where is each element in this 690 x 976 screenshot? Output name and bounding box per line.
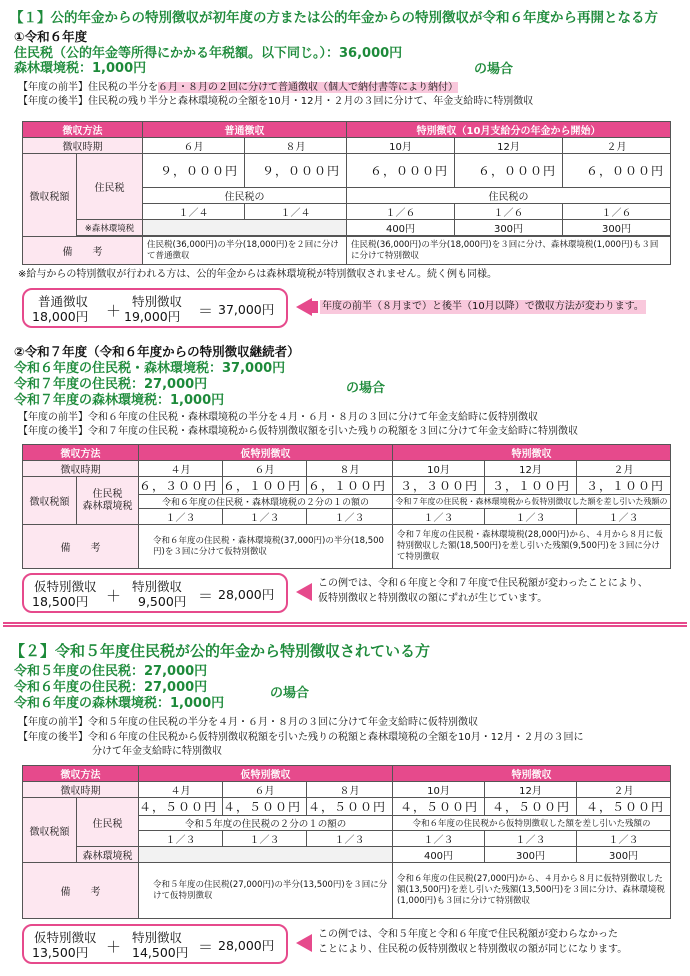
amount-cell: ９，０００円: [245, 154, 347, 188]
section2-note-first: 【年度の前半】令和６年度の住民税・森林環境税の半分を４月・６月・８月の３回に分けて年金支給時に仮特別徴収: [18, 412, 538, 423]
sum-b-value: 14,500円: [132, 945, 189, 960]
remark-special: 令和７年度の住民税・森林環境税(28,000円)から、４月から８月に仮特別徴収した額(18,500円)を差し引いた残額(9,500円)を３回に分けて特別徴収: [393, 525, 671, 569]
sum-b-value: 9,500円: [138, 594, 187, 609]
month-cell: ８月: [307, 782, 393, 798]
sum-a-label: 仮特別徴収: [34, 930, 97, 945]
arrow-left-icon: [296, 934, 312, 952]
section1-tax1: 住民税（公的年金等所得にかかる年税額。以下同じ。）：36,000円: [14, 46, 403, 61]
section2-tax2: 令和７年度の住民税：27,000円: [14, 377, 208, 392]
table-header-special: 特別徴収: [393, 445, 671, 461]
month-cell: ８月: [245, 138, 347, 154]
row-label-remarks: 備 考: [23, 863, 139, 919]
fraction-label: 令和６年度の住民税・森林環境税の２分の１の額の: [139, 495, 393, 509]
section2-case-label: の場合: [346, 381, 386, 396]
fraction-cell: １／６: [455, 204, 563, 220]
section3-summary-box: [22, 924, 288, 964]
arrow-shaft: [312, 301, 318, 313]
sum-plus: ＋: [106, 938, 122, 956]
fraction-cell: １／３: [485, 831, 577, 847]
row-label-period: 徴収時期: [23, 461, 139, 477]
forest-cell: 300円: [455, 220, 563, 236]
section1-summary-box: [22, 288, 288, 328]
section2-tax1: 令和６年度の住民税・森林環境税：37,000円: [14, 361, 286, 376]
amount-cell: ６，０００円: [347, 154, 455, 188]
month-cell: ４月: [139, 461, 223, 477]
sum-a-value: 18,500円: [32, 594, 89, 609]
table-header-method: 徴収方法: [23, 445, 139, 461]
table-header-method: 徴収方法: [23, 766, 139, 782]
month-cell: 10月: [393, 461, 485, 477]
row-label-period: 徴収時期: [23, 138, 143, 154]
amount-cell: ９，０００円: [143, 154, 245, 188]
sum-total: 37,000円: [218, 302, 275, 317]
row-label-remarks: 備 考: [23, 525, 139, 569]
sum-total: 28,000円: [218, 587, 275, 602]
table-header-method: 徴収方法: [23, 122, 143, 138]
sum-a-value: 18,000円: [32, 309, 89, 324]
sum-plus: ＋: [106, 302, 122, 320]
forest-cell: 300円: [563, 220, 671, 236]
amount-cell: ４，５００円: [577, 798, 671, 816]
amount-cell: ６，０００円: [563, 154, 671, 188]
remark-special: 令和６年度の住民税(27,000円)から、４月から８月に仮特別徴収した額(13,500円)を差し引いた残額(13,500円)を３回に分け、森林環境税(1,000円)も３回に分けて特別徴収: [393, 863, 671, 919]
amount-cell: ６，１００円: [223, 477, 307, 495]
sum-b-label: 特別徴収: [132, 579, 183, 594]
amount-cell: ６，０００円: [455, 154, 563, 188]
section3-title: 【２】令和５年度住民税が公的年金から特別徴収されている方: [10, 642, 431, 660]
sum-a-label: 仮特別徴収: [34, 579, 97, 594]
section-divider: [3, 622, 687, 627]
fraction-cell: １／３: [393, 831, 485, 847]
fraction-cell: １／３: [223, 509, 307, 525]
fraction-label: 令和６年度の住民税から仮特別徴収した額を差し引いた残額の: [393, 816, 671, 831]
sum-b-label: 特別徴収: [132, 930, 183, 945]
row-label-forest: 森林環境税: [77, 847, 139, 863]
fraction-cell: １／４: [143, 204, 245, 220]
fraction-cell: １／３: [307, 831, 393, 847]
section3-note-first: 【年度の前半】令和５年度の住民税の半分を４月・６月・８月の３回に分けて年金支給時に仮特別徴収: [18, 717, 478, 728]
row-label-remarks: 備 考: [23, 237, 143, 265]
row-label-forest: ※森林環境税: [77, 220, 143, 236]
section3-case-label: の場合: [270, 686, 310, 701]
sum-equals: ＝: [198, 938, 214, 956]
section1-title: 【１】公的年金からの特別徴収が初年度の方または公的年金からの特別徴収が令和６年度から再開となる方: [10, 10, 658, 26]
section1-callout: 年度の前半（８月まで）と後半（10月以降）で徴収方法が変わります。: [322, 301, 644, 312]
amount-cell: ４，５００円: [393, 798, 485, 816]
section3-note-second: 【年度の後半】令和６年度の住民税から仮特別徴収税額を引いた残りの税額と森林環境税の全額を10月・12月・２月の３回に: [18, 732, 584, 743]
fraction-cell: １／６: [347, 204, 455, 220]
remark-normal: 住民税(36,000円)の半分(18,000円)を２回に分けて普通徴収: [143, 237, 347, 265]
month-cell: 10月: [393, 782, 485, 798]
fraction-cell: １／３: [139, 831, 223, 847]
sum-plus: ＋: [106, 587, 122, 605]
section3-note-second-cont: 分けて年金支給時に特別徴収: [92, 746, 222, 757]
amount-cell: ３，３００円: [393, 477, 485, 495]
forest-cell: 300円: [577, 847, 671, 863]
month-cell: ６月: [223, 782, 307, 798]
month-cell: ２月: [563, 138, 671, 154]
row-label-resident: 住民税: [77, 798, 139, 847]
fraction-cell: １／３: [577, 831, 671, 847]
row-label-amount: 徴収税額: [23, 477, 77, 525]
fraction-label: 令和７年度の住民税・森林環境税から仮特別徴収した額を差し引いた残額の: [393, 495, 671, 509]
month-cell: 12月: [485, 461, 577, 477]
fraction-cell: １／３: [139, 509, 223, 525]
fraction-label: 令和５年度の住民税の２分の１の額の: [139, 816, 393, 831]
sum-b-label: 特別徴収: [132, 294, 183, 309]
section3-tax2: 令和６年度の住民税：27,000円: [14, 680, 208, 695]
section1-note-first: 【年度の前半】住民税の半分を６月・８月の２回に分けて普通徴収（個人で納付書等により納付）: [18, 82, 458, 93]
arrow-left-icon: [296, 298, 312, 316]
fraction-cell: １／３: [577, 509, 671, 525]
row-label-amount: 徴収税額: [23, 798, 77, 863]
empty-cell: [139, 847, 393, 863]
remark-provisional: 令和６年度の住民税・森林環境税(37,000円)の半分(18,500円)を３回に分けて仮特別徴収: [139, 525, 393, 569]
amount-cell: ４，５００円: [307, 798, 393, 816]
section1-subtitle: ①令和６年度: [14, 29, 88, 44]
section3-tax1: 令和５年度の住民税：27,000円: [14, 664, 208, 679]
month-cell: ８月: [307, 461, 393, 477]
fraction-cell: １／４: [245, 204, 347, 220]
forest-cell: 400円: [393, 847, 485, 863]
section2-summary-box: [22, 573, 288, 613]
amount-cell: ６，３００円: [139, 477, 223, 495]
month-cell: ２月: [577, 461, 671, 477]
section2-subtitle: ②令和７年度（令和６年度からの特別徴収継続者）: [14, 344, 300, 359]
month-cell: ６月: [143, 138, 245, 154]
month-cell: ２月: [577, 782, 671, 798]
amount-cell: ４，５００円: [223, 798, 307, 816]
month-cell: ４月: [139, 782, 223, 798]
sum-total: 28,000円: [218, 938, 275, 953]
table-header-normal: 普通徴収: [143, 122, 347, 138]
remark-provisional: 令和５年度の住民税(27,000円)の半分(13,500円)を３回に分けて仮特別徴収: [139, 863, 393, 919]
forest-cell: 300円: [485, 847, 577, 863]
table-header-special: 特別徴収（10月支給分の年金から開始）: [347, 122, 671, 138]
sum-b-value: 19,000円: [124, 309, 181, 324]
table-header-provisional: 仮特別徴収: [139, 766, 393, 782]
amount-cell: ４，５００円: [485, 798, 577, 816]
fraction-cell: １／３: [393, 509, 485, 525]
sum-a-label: 普通徴収: [38, 294, 89, 309]
amount-cell: ３，１００円: [577, 477, 671, 495]
fraction-label: 住民税の: [143, 188, 347, 204]
fraction-cell: １／３: [485, 509, 577, 525]
section1-tax2: 森林環境税：1,000円: [14, 61, 147, 76]
row-label-resident: 住民税: [77, 154, 143, 220]
remark-special: 住民税(36,000円)の半分(18,000円)を３回に分け、森林環境税(1,000円)も３回に分けて特別徴収: [347, 237, 671, 265]
amount-cell: ４，５００円: [139, 798, 223, 816]
row-label-resident-forest: 住民税 森林環境税: [77, 477, 139, 525]
arrow-left-icon: [296, 583, 312, 601]
month-cell: 12月: [455, 138, 563, 154]
fraction-label: 住民税の: [347, 188, 671, 204]
row-label-amount: 徴収税額: [23, 154, 77, 237]
sum-a-value: 13,500円: [32, 945, 89, 960]
table-header-special: 特別徴収: [393, 766, 671, 782]
fraction-cell: １／３: [307, 509, 393, 525]
amount-cell: ３，１００円: [485, 477, 577, 495]
section2-callout-1: この例では、令和６年度と令和７年度で住民税額が変わったことにより、: [318, 578, 648, 589]
section3-callout-2: ことにより、住民税の仮特別徴収と特別徴収の額が同じになります。: [318, 944, 628, 955]
section1-footnote: ※給与からの特別徴収が行われる方は、公的年金からは森林環境税が特別徴収されません。続く例も同様。: [18, 269, 497, 280]
row-label-period: 徴収時期: [23, 782, 139, 798]
month-cell: ６月: [223, 461, 307, 477]
table-header-provisional: 仮特別徴収: [139, 445, 393, 461]
section1-table: [22, 121, 671, 265]
section2-tax3: 令和７年度の森林環境税：1,000円: [14, 393, 225, 408]
section1-note-second: 【年度の後半】住民税の残り半分と森林環境税の全額を10月・12月・２月の３回に分けて、年金支給時に特別徴収: [18, 96, 534, 107]
sum-equals: ＝: [198, 302, 214, 320]
section1-case-label: の場合: [474, 62, 514, 77]
section3-callout-1: この例では、令和５年度と令和６年度で住民税額が変わらなかった: [318, 929, 618, 940]
fraction-cell: １／６: [563, 204, 671, 220]
fraction-cell: １／３: [223, 831, 307, 847]
month-cell: 10月: [347, 138, 455, 154]
month-cell: 12月: [485, 782, 577, 798]
section2-note-second: 【年度の後半】令和７年度の住民税・森林環境税から仮特別徴収額を引いた残りの税額を３回に分けて年金支給時に特別徴収: [18, 426, 578, 437]
section3-tax3: 令和６年度の森林環境税：1,000円: [14, 696, 225, 711]
section2-table: [22, 444, 671, 569]
sum-equals: ＝: [198, 587, 214, 605]
empty-cell: [143, 220, 347, 236]
forest-cell: 400円: [347, 220, 455, 236]
amount-cell: ６，１００円: [307, 477, 393, 495]
section2-callout-2: 仮特別徴収と特別徴収の額にずれが生じています。: [318, 593, 548, 604]
section3-table: [22, 765, 671, 919]
